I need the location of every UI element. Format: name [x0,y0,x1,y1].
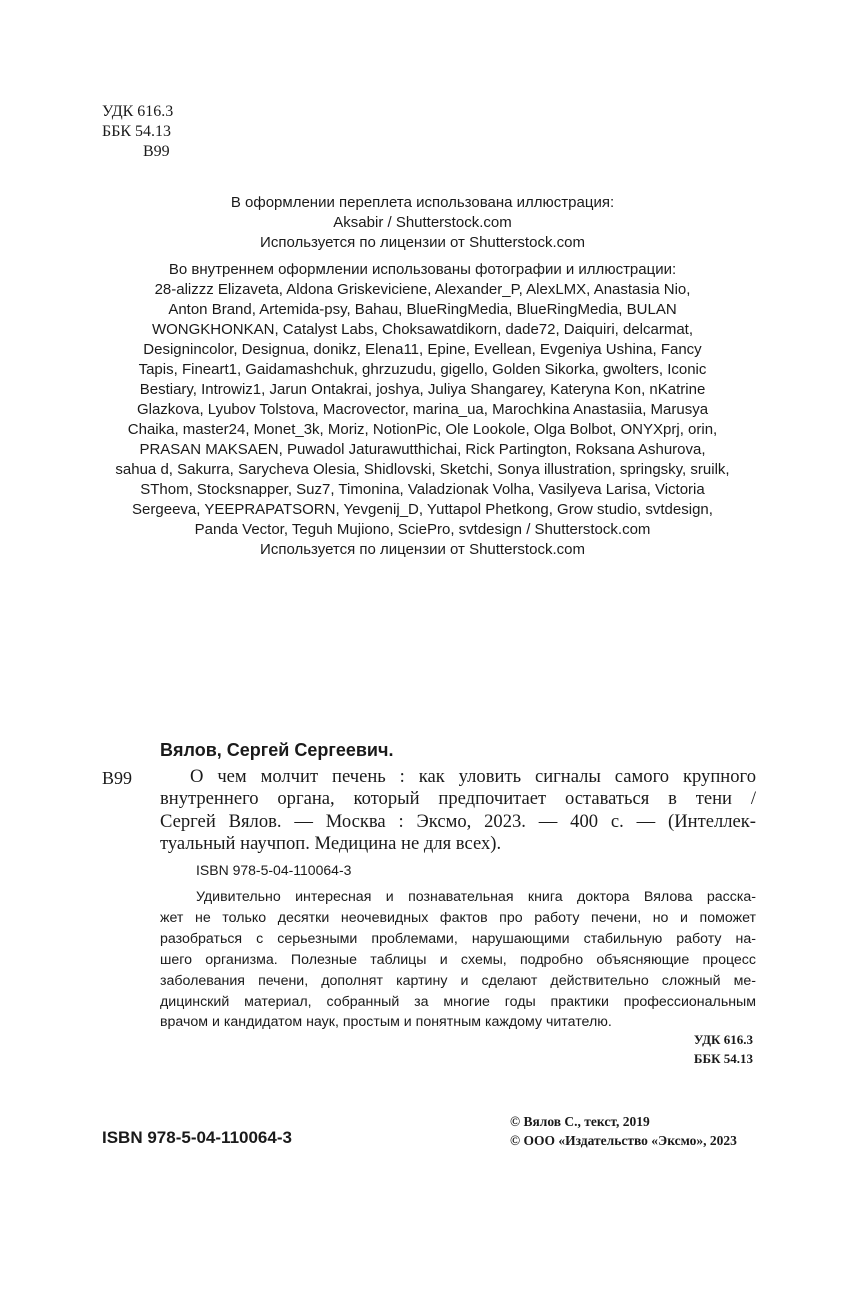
inner-credit-line: WONGKHONKAN, Catalyst Labs, Choksawatdikorn, dade72, Daiquiri, delcarmat, [151,321,694,338]
annotation-line: дицинский материал, собранный за многие годы практики профессиональным [160,993,756,1010]
description-line: туальный научпоп. Медицина не для всех). [160,832,502,854]
inner-credit-line: sahua d, Sakurra, Sarycheva Olesia, Shidlovski, Sketchi, Sonya illustration, springsky, sruilk, [115,461,730,478]
cover-credits [90,193,755,253]
annotation-line: врачом и кандидатом наук, простым и понятным каждому читателю. [160,1014,612,1031]
inner-credits [90,260,755,560]
classification-block [102,102,173,162]
inner-credit-line: 28-alizzz Elizaveta, Aldona Griskeviciene, Alexander_P, AlexLMX, Anastasia Nio, [154,281,691,298]
copyright-text: © Вялов С., текст, 2019 [510,1114,650,1129]
record-bbk: ББК 54.13 [693,1051,753,1066]
copyright-publisher: © ООО «Издательство «Эксмо», 2023 [510,1133,737,1148]
inner-credit-line: SThom, Stocksnapper, Suz7, Timonina, Valadzionak Volha, Vasilyeva Larisa, Victoria [140,481,705,498]
record-udk: УДК 616.3 [693,1032,753,1047]
record-isbn: ISBN 978-5-04-110064-3 [196,862,352,878]
udk-code: УДК 616.3 [102,103,174,120]
inner-credit-line: Используется по лицензии от Shutterstock.com [260,541,585,558]
annotation-line: жет не только десятки неочевидных фактов про работу печени, но и поможет [160,909,756,926]
annotation-line: разобраться с серьезными проблемами, нарушающими стабильную работу на- [160,930,756,947]
bbk-code: ББК 54.13 [102,123,172,140]
inner-credit-line: Anton Brand, Artemida-psy, Bahau, BlueRingMedia, BlueRingMedia, BULAN [168,301,677,318]
copyright-block [510,1112,737,1150]
inner-credit-line: Sergeeva, YEEPRAPATSORN, Yevgenij_D, Yuttapol Phetkong, Grow studio, svtdesign, [132,501,713,518]
cover-credit-line: В оформлении переплета использована иллюстрация: [230,194,615,211]
annotation-line: шего организма. Полезные таблицы и схемы, подробно объясняющие процесс [160,951,756,968]
annotation-line: Удивительно интересная и познавательная книга доктора Вялова расска- [196,889,756,905]
inner-credit-line: Bestiary, Introwiz1, Jarun Ontakrai, joshya, Juliya Shangarey, Kateryna Kon, nKatrine [139,381,706,398]
annotation-line: заболевания печени, дополнят картину и сделают действительно сложный ме- [160,972,756,989]
description-line: Сергей Вялов. — Москва : Эксмо, 2023. — 400 с. — (Интеллек- [160,810,756,832]
description-line: О чем молчит печень : как уловить сигналы самого крупного [190,766,756,787]
inner-credit-line: Tapis, Fineart1, Gaidamashchuk, ghrzuzudu, gigello, Golden Sikorka, gwolters, Iconic [138,361,707,378]
inner-credit-line: Designincolor, Designua, donikz, Elena11, Epine, Evellean, Evgeniya Ushina, Fancy [143,341,702,358]
record-code: В99 [102,768,133,788]
record-classification [694,1030,753,1068]
author-code: В99 [143,143,170,160]
inner-credit-line: PRASAN MAKSAEN, Puwadol Jaturawutthichai, Rick Partington, Roksana Ashurova, [139,441,706,458]
inner-credit-line: Panda Vector, Teguh Mujiono, SciePro, svtdesign / Shutterstock.com [194,521,651,538]
footer-isbn: ISBN 978-5-04-110064-3 [102,1128,292,1147]
inner-credit-line: Chaika, master24, Monet_3k, Moriz, NotionPic, Ole Lookole, Olga Bolbot, ONYXprj, orin, [127,421,718,438]
record-description [160,766,756,855]
record-author: Вялов, Сергей Сергеевич. [160,740,394,760]
description-line: внутреннего органа, который предпочитает оставаться в тени / [160,788,756,810]
cover-credit-line: Используется по лицензии от Shutterstock.com [260,234,585,251]
inner-credit-line: Glazkova, Lyubov Tolstova, Macrovector, marina_ua, Marochkina Anastasiia, Marusya [136,401,709,418]
inner-credit-line: Во внутреннем оформлении использованы фотографии и иллюстрации: [168,261,677,278]
cover-credit-line: Aksabir / Shutterstock.com [333,214,512,231]
annotation [160,887,756,1033]
